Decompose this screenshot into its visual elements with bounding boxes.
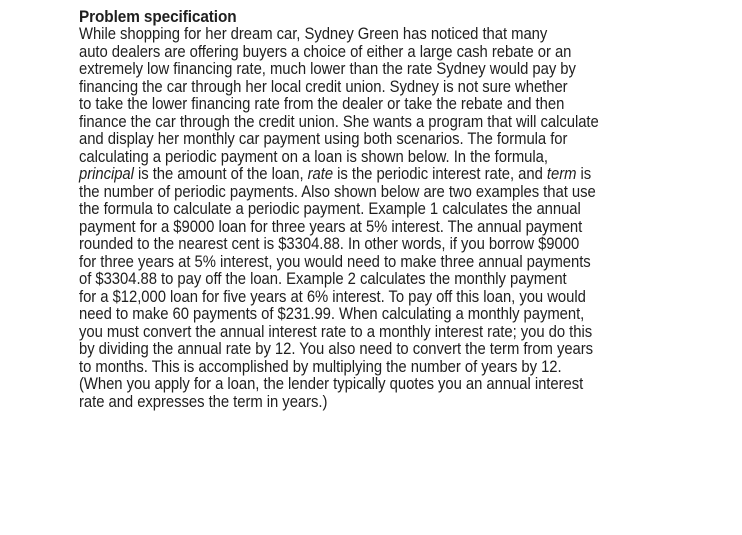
paragraph-line bbox=[79, 394, 655, 412]
paragraph-line bbox=[79, 289, 655, 307]
text-run: rounded to the nearest cent is $3304.88. In other words, if you borrow $9000 bbox=[79, 235, 580, 253]
paragraph-line bbox=[79, 201, 655, 219]
paragraph-line bbox=[79, 236, 655, 254]
text-run: the number of periodic payments. Also shown below are two examples that use bbox=[79, 182, 596, 201]
text-run: to months. This is accomplished by multiplying the number of years by 12. bbox=[79, 357, 562, 376]
text-run: is the periodic interest rate, and bbox=[333, 165, 547, 183]
paragraph-line bbox=[79, 61, 655, 79]
paragraph-line bbox=[79, 96, 655, 114]
italic-term: principal bbox=[79, 165, 134, 183]
paragraph-line bbox=[79, 184, 655, 202]
italic-term: term bbox=[546, 165, 577, 183]
text-run: need to make 60 payments of $231.99. When calculating a monthly payment, bbox=[79, 305, 585, 323]
text-run: finance the car through the credit union. She wants a program that will calculate bbox=[79, 112, 599, 131]
italic-term: rate bbox=[307, 165, 334, 183]
text-run: financing the car through her local credit union. Sydney is not sure whether bbox=[79, 77, 568, 96]
section-heading: Problem specification bbox=[79, 8, 237, 26]
paragraph-line bbox=[79, 79, 655, 97]
text-run: extremely low financing rate, much lower than the rate Sydney would pay by bbox=[79, 60, 576, 78]
text-run: and display her monthly car payment using both scenarios. The formula for bbox=[79, 130, 568, 148]
text-run: calculating a periodic payment on a loan is shown below. In the formula, bbox=[79, 147, 548, 166]
paragraph-line bbox=[79, 149, 655, 167]
paragraph-line bbox=[79, 114, 655, 132]
paragraph-line bbox=[79, 359, 655, 377]
paragraph-line bbox=[79, 341, 655, 359]
document-page bbox=[79, 8, 719, 411]
text-run: the formula to calculate a periodic payment. Example 1 calculates the annual bbox=[79, 200, 581, 218]
text-run: for three years at 5% interest, you would need to make three annual payments bbox=[79, 252, 591, 271]
text-run: of $3304.88 to pay off the loan. Example 2 calculates the monthly payment bbox=[79, 270, 567, 288]
text-run: rate and expresses the term in years.) bbox=[79, 392, 328, 411]
paragraph-line bbox=[79, 166, 655, 184]
paragraph-line bbox=[79, 324, 655, 342]
paragraph-line bbox=[79, 26, 655, 44]
text-run: (When you apply for a loan, the lender typically quotes you an annual interest bbox=[79, 375, 584, 393]
text-run: for a $12,000 loan for five years at 6% interest. To pay off this loan, you would bbox=[79, 287, 586, 306]
paragraph-line bbox=[79, 306, 655, 324]
text-run: by dividing the annual rate by 12. You also need to convert the term from years bbox=[79, 340, 594, 358]
paragraph-line bbox=[79, 131, 655, 149]
text-run: you must convert the annual interest rate to a monthly interest rate; you do this bbox=[79, 322, 593, 341]
paragraph-line bbox=[79, 376, 655, 394]
text-run: auto dealers are offering buyers a choice of either a large cash rebate or an bbox=[79, 42, 572, 61]
text-run: While shopping for her dream car, Sydney Green has noticed that many bbox=[79, 25, 548, 43]
text-run: is bbox=[576, 165, 592, 183]
paragraph-line bbox=[79, 44, 655, 62]
paragraph-line bbox=[79, 254, 655, 272]
text-run: payment for a $9000 loan for three years at 5% interest. The annual payment bbox=[79, 217, 583, 236]
text-run: to take the lower financing rate from the dealer or take the rebate and then bbox=[79, 95, 565, 113]
paragraph-line bbox=[79, 271, 655, 289]
paragraph-line bbox=[79, 219, 655, 237]
text-run: is the amount of the loan, bbox=[133, 165, 308, 183]
body-paragraph bbox=[79, 26, 719, 411]
